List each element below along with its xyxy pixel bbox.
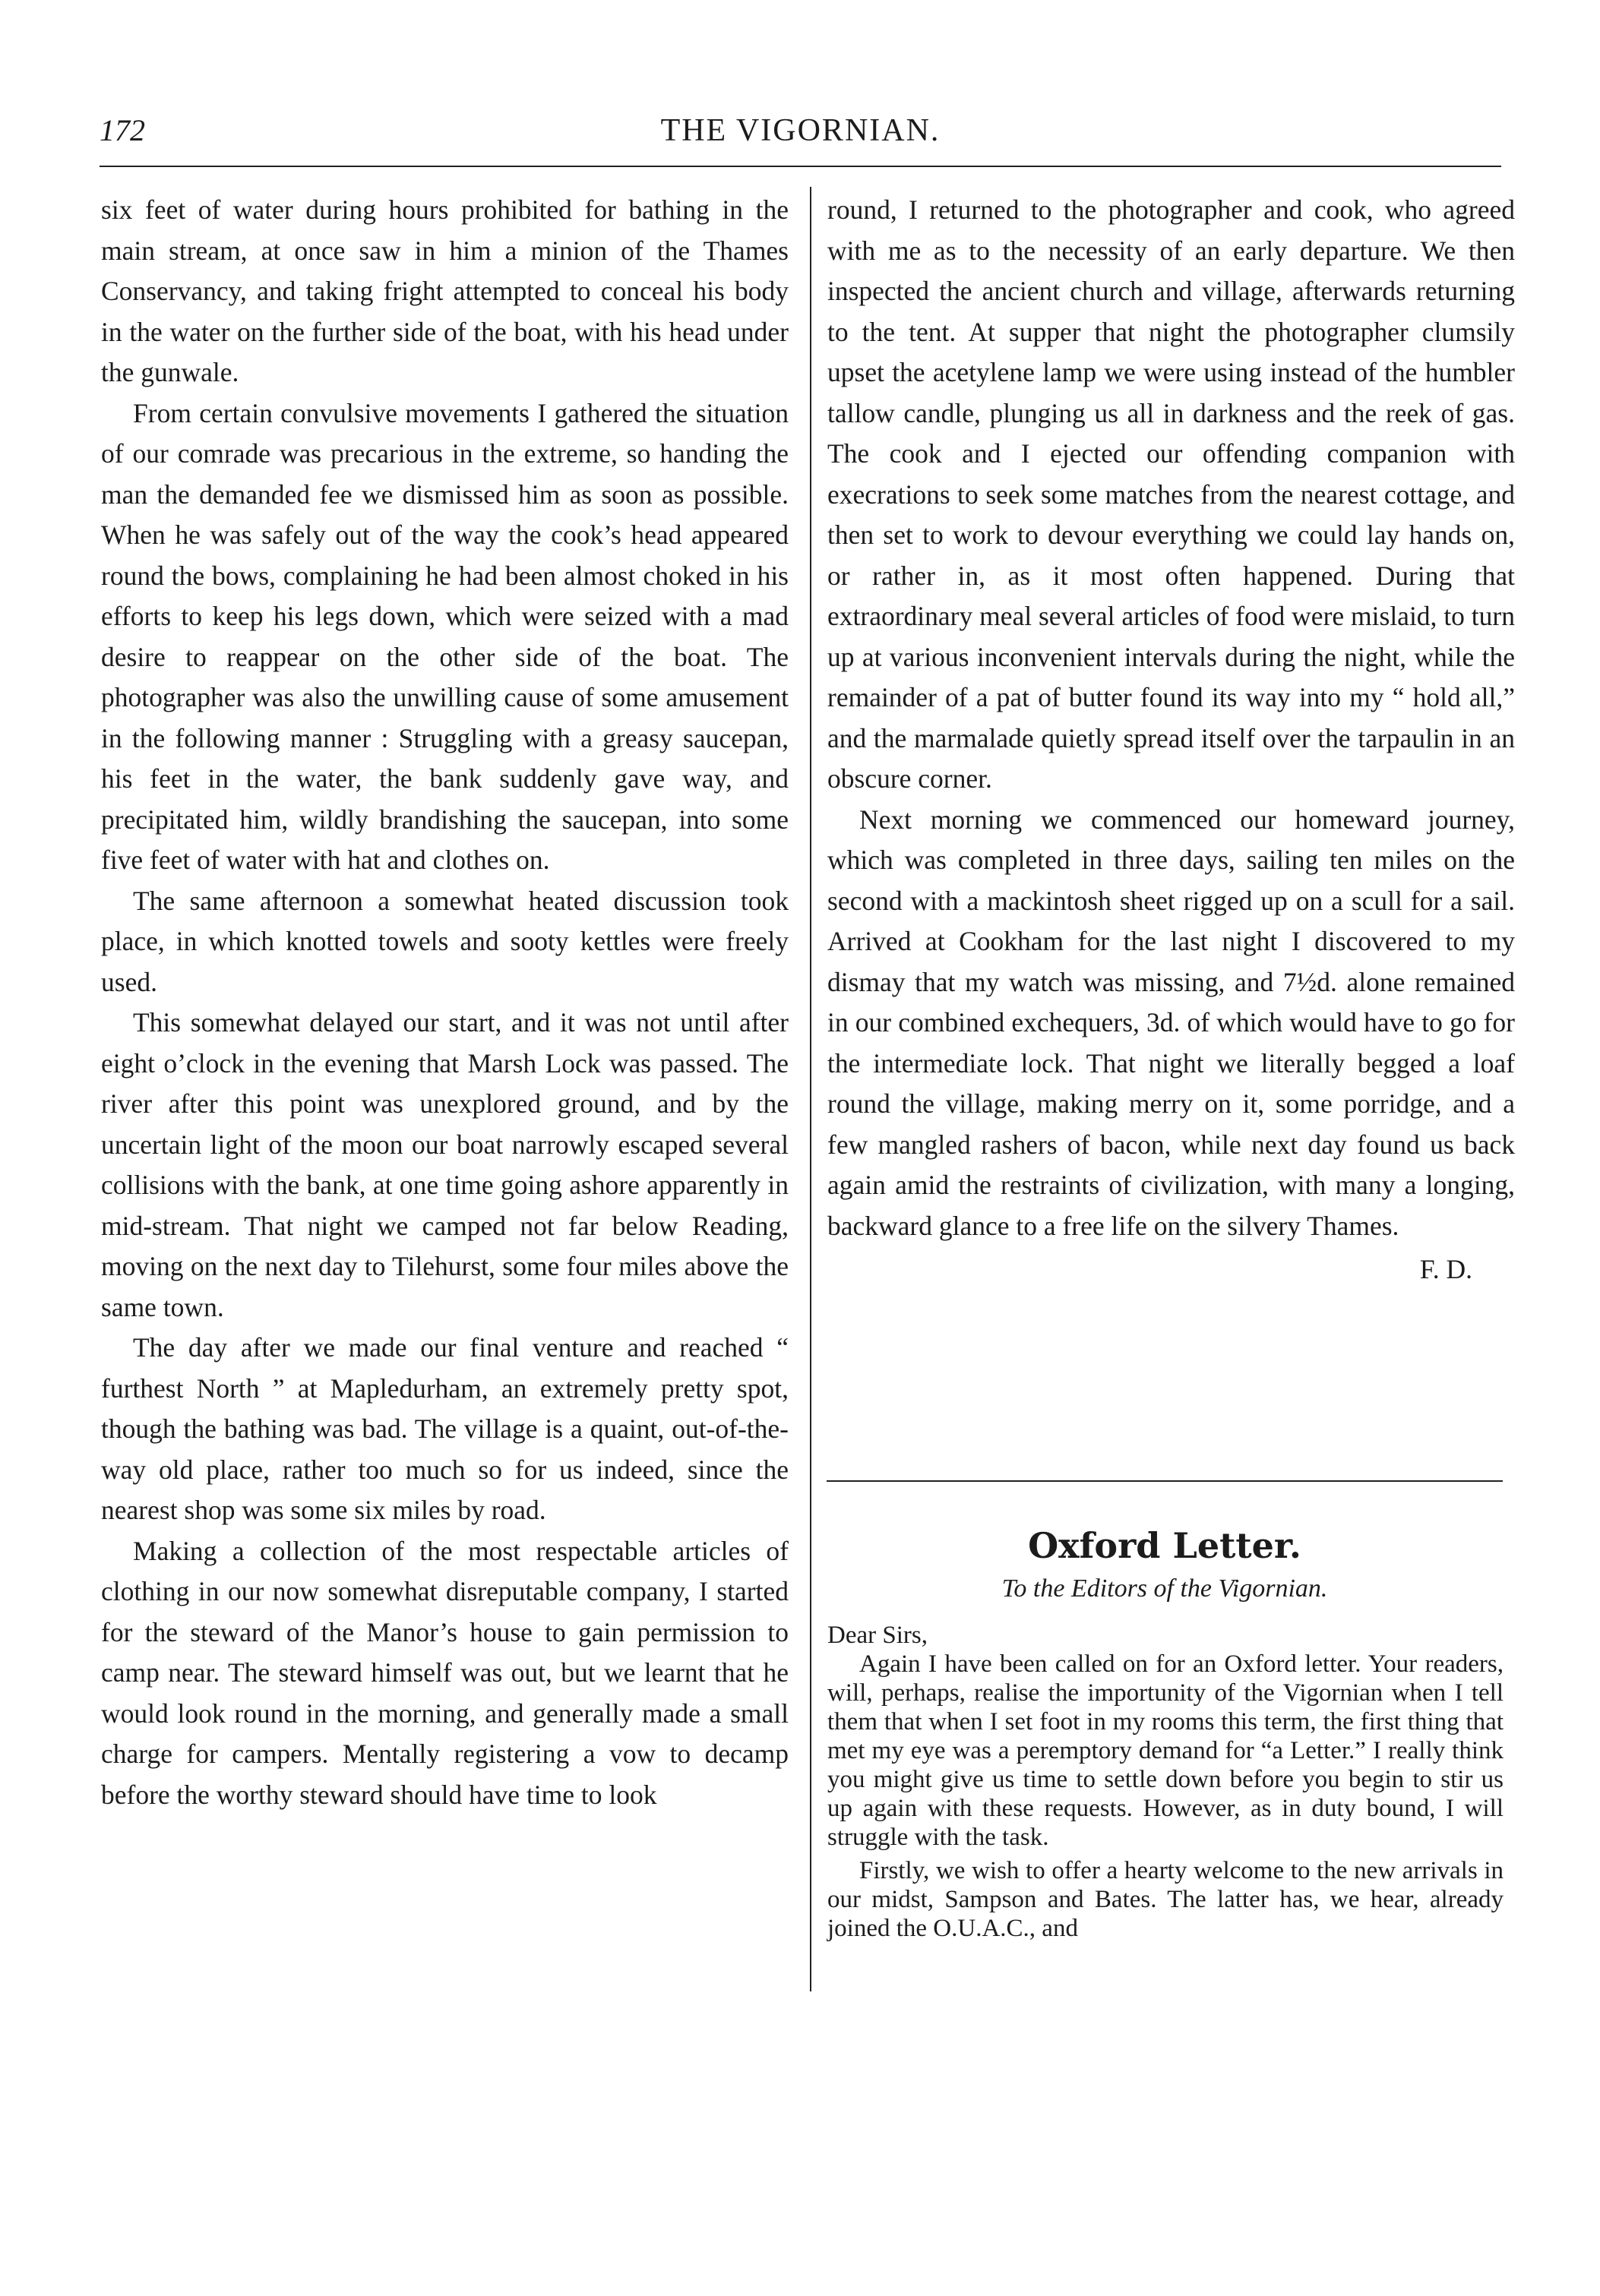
column-divider [810, 187, 811, 1991]
left-column [101, 190, 789, 1815]
paragraph: From certain convulsive movements I gathered the situation of our comrade was precarious in the extreme, so handing the man the demanded fee we dismissed him as soon as possible. When he was safely out of the way the cook’s head appeared round the bows, complaining he had been almost choked in his efforts to keep his legs down, which were seized with a mad desire to reappear on the other side of the boat. The photographer was also the unwilling cause of some amusement in the following manner : Struggling with a greasy saucepan, his feet in the water, the bank suddenly gave way, and precipitated him, wildly brandishing the saucepan, into some five feet of water with hat and clothes on. [101, 397, 789, 875]
letter-title: Oxford Letter. [1028, 1525, 1301, 1566]
letter-salutation: Dear Sirs, [827, 1622, 928, 1649]
paragraph: Again I have been called on for an Oxford letter. Your readers, will, perhaps, realise the importunity of the Vigornian when I tell them that when I set foot in my rooms this term, the first thing that met my eye was a peremptory demand for “a Letter.” I really think you might give us time to settle down before you begin to stir us up again with these requests. However, as in duty bound, I will struggle with the task. [827, 1650, 1504, 1851]
header-rule [100, 166, 1501, 167]
paragraph: Firstly, we wish to offer a hearty welcome to the new arrivals in our midst, Sampson and Bates. The latter has, we hear, already joined the O.U.A.C., and [827, 1857, 1504, 1942]
right-column [827, 190, 1515, 1290]
page-number: 172 [100, 113, 145, 147]
paragraph: round, I returned to the photographer and cook, who agreed with me as to the necessity of an early departure. We then inspected the ancient church and village, afterwards returning to the tent. At supper that night the photographer clumsily upset the acetylene lamp we were using instead of the humbler tallow candle, plunging us all in darkness and the reek of gas. The cook and I ejected our offending companion with execrations to seek some matches from the nearest cottage, and then set to work to devour everything we could lay hands on, or rather in, as it most often happened. During that extraordinary meal several articles of food were mislaid, to turn up at various inconvenient intervals during the night, while the remainder of a pat of butter found its way into my “ hold all,” and the marmalade quietly spread itself over the tarpaulin in an obscure corner. [827, 194, 1515, 794]
paragraph: Next morning we commenced our homeward journey, which was completed in three days, sailing ten miles on the second with a mackintosh sheet rigged up on a scull for a sail. Arrived at Cookham for the last night I discovered to my dismay that my watch was missing, and 7½d. alone remained in our combined exchequers, 3d. of which would have to go for the intermediate lock. That night we literally begged a loaf round the village, making merry on it, some porridge, and a few mangled rashers of bacon, while next day found us back again amid the restraints of civilization, with many a longing, backward glance to a free life on the silvery Thames. [827, 804, 1515, 1241]
paragraph: Making a collection of the most respectable articles of clothing in our now somewhat disreputable company, I started for the steward of the Manor’s house to gain permission to camp near. The steward himself was out, but we learnt that he would look round in the morning, and generally made a small charge for campers. Mentally registering a vow to decamp before the worthy steward should have time to look [101, 1535, 789, 1810]
page-header [100, 112, 1501, 159]
paragraph: This somewhat delayed our start, and it was not until after eight o’clock in the evening that Marsh Lock was passed. The river after this point was unexplored ground, and by the uncertain light of the moon our boat narrowly escaped several collisions with the bank, at one time going ashore apparently in mid-stream. That night we camped not far below Reading, moving on the next day to Tilehurst, some four miles above the same town. [101, 1007, 789, 1322]
oxford-letter-body [827, 1621, 1504, 1943]
paragraph: The day after we made our final venture and reached “ furthest North ” at Mapledurham, an extremely pretty spot, though the bathing was bad. The village is a quaint, out-of-the-way old place, rather too much so for us indeed, since the nearest shop was some six miles by road. [101, 1332, 789, 1525]
letter-subtitle: To the Editors of the Vigornian. [1001, 1574, 1328, 1603]
section-divider [827, 1480, 1503, 1482]
author-signature: F. D. [1419, 1254, 1472, 1284]
paragraph: The same afternoon a somewhat heated discussion took place, in which knotted towels and sooty kettles were freely used. [101, 885, 789, 997]
paragraph: six feet of water during hours prohibited for bathing in the main stream, at once saw in him a minion of the Thames Conservancy, and taking fright attempted to conceal his body in the water on the further side of the boat, with his head under the gunwale. [101, 194, 789, 387]
journal-title: THE VIGORNIAN. [660, 113, 941, 148]
